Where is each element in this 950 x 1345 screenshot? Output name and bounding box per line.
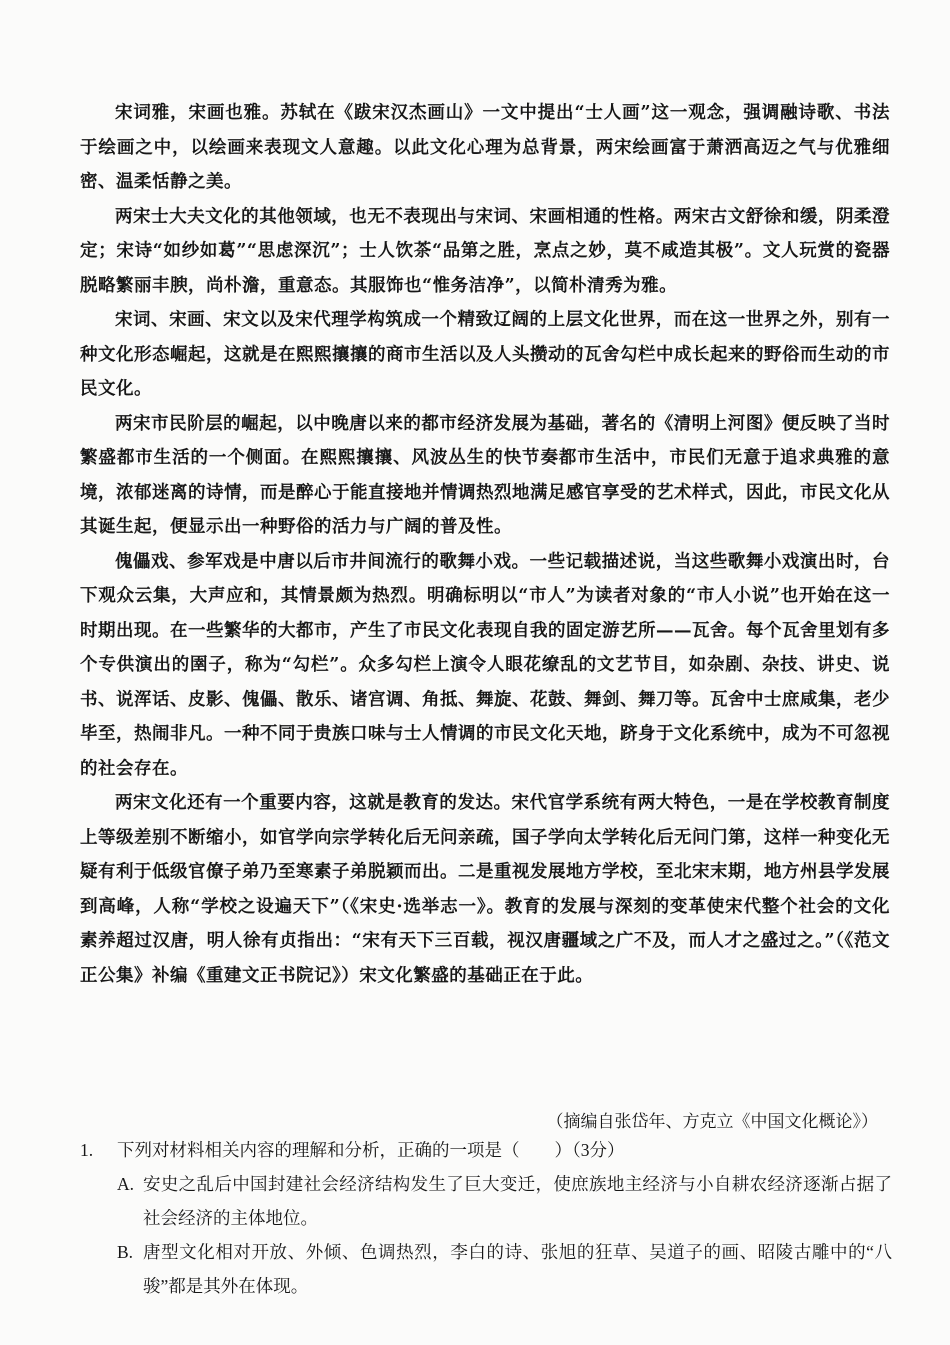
passage-paragraph-5: 傀儡戏、参军戏是中唐以后市井间流行的歌舞小戏。一些记载描述说，当这些歌舞小戏演出时，台下观众云集，大声应和，其情景颇为热烈。明确标明以“市人”为读者对象的“市人小说”也开始在这一时期出现。在一些繁华的大都市，产生了市民文化表现自我的固定游艺所——瓦舍。每个瓦舍里划有多个专供演出的圉子，称为“勾栏”。众多勾栏上演令人眼花缭乱的文艺节目，如杂剧、杂技、讲史、说书、说浑话、皮影、傀儡、散乐、诸宫调、角抵、舞旋、花鼓、舞剑、舞刀等。瓦舍中士庶咸集，老少毕至，热闹非凡。一种不同于贵族口味与士人情调的市民文化天地，跻身于文化系统中，成为不可忽视的社会存在。 <box>80 551 890 779</box>
option-b-letter: B. <box>117 1242 134 1262</box>
passage-source-citation: （摘编自张岱年、方克立《中国文化概论》） <box>546 1112 878 1131</box>
passage-paragraph-3: 宋词、宋画、宋文以及宋代理学构筑成一个精致辽阔的上层文化世界，而在这一世界之外，别有一种文化形态崛起，这就是在熙熙攘攘的商市生活以及人头攒动的瓦舍勾栏中成长起来的野俗而生动的市民文化。 <box>80 310 890 399</box>
option-b <box>117 1235 892 1303</box>
question-number: 1. <box>80 1140 94 1160</box>
option-a-text: 安史之乱后中国封建社会经济结构发生了巨大变迁，使庶族地主经济与小自耕农经济逐渐占据了社会经济的主体地位。 <box>143 1174 892 1228</box>
question-block <box>80 1133 892 1303</box>
option-b-text: 唐型文化相对开放、外倾、色调热烈，李白的诗、张旭的狂草、吴道子的画、昭陵古雕中的“八骏”都是其外在体现。 <box>143 1242 892 1296</box>
option-a-letter: A. <box>117 1174 135 1194</box>
passage-paragraph-6: 两宋文化还有一个重要内容，这就是教育的发达。宋代官学系统有两大特色，一是在学校教育制度上等级差别不断缩小，如官学向宗学转化后无问亲疏，国子学向太学转化后无问门第，这样一种变化无疑有利于低级官僚子弟乃至寒素子弟脱颖而出。二是重视发展地方学校，至北宋末期，地方州县学发展到高峰，人称“学校之设遍天下”（《宋史·选举志一》。教育的发展与深刻的变革使宋代整个社会的文化素养超过汉唐，明人徐有贞指出：“宋有天下三百载，视汉唐疆域之广不及，而人才之盛过之。”（《范文正公集》补编《重建文正书院记》）宋文化繁盛的基础正在于此。 <box>80 793 890 986</box>
option-a <box>117 1167 892 1235</box>
question-stem: 下列对材料相关内容的理解和分析，正确的一项是（ ）（3分） <box>117 1140 625 1160</box>
passage-paragraph-4: 两宋市民阶层的崛起，以中晚唐以来的都市经济发展为基础，著名的《清明上河图》便反映了当时繁盛都市生活的一个侧面。在熙熙攘攘、风波丛生的快节奏都市生活中，市民们无意于追求典雅的意境，浓郁迷离的诗情，而是醉心于能直接地并情调热烈地满足感官享受的艺术样式，因此，市民文化从其诞生起，便显示出一种野俗的活力与广阔的普及性。 <box>80 413 890 537</box>
passage-paragraph-2: 两宋士大夫文化的其他领域，也无不表现出与宋词、宋画相通的性格。两宋古文舒徐和缓，阴柔澄定；宋诗“如纱如葛”“思虑深沉”；士人饮茶“品第之胜，烹点之妙，莫不咸造其极”。文人玩赏的瓷器脱略繁丽丰腴，尚朴澹，重意态。其服饰也“惟务洁净”，以简朴清秀为雅。 <box>80 206 890 296</box>
reading-passage <box>80 96 890 993</box>
question-1 <box>80 1133 892 1167</box>
passage-paragraph-1: 宋词雅，宋画也雅。苏轼在《跋宋汉杰画山》一文中提出“士人画”这一观念，强调融诗歌、书法于绘画之中，以绘画来表现文人意趣。以此文化心理为总背景，两宋绘画富于萧洒高迈之气与优雅细密、温柔恬静之美。 <box>80 103 890 192</box>
